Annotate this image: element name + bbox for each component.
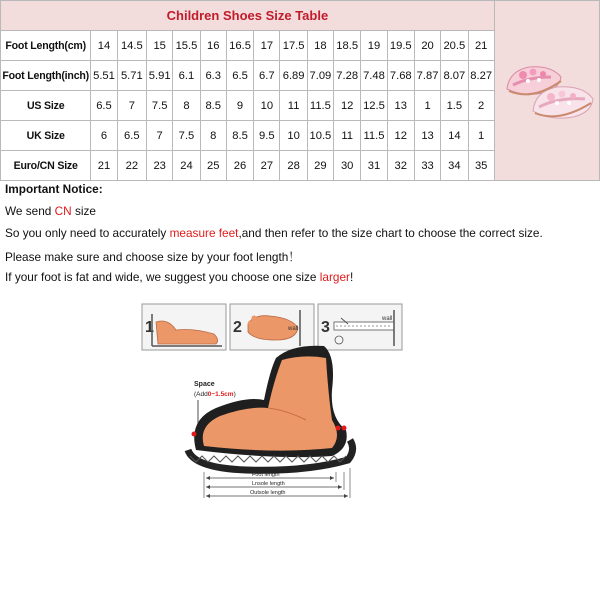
table-cell: 11 (280, 91, 307, 121)
notice-line-send-size (5, 204, 96, 218)
table-cell: 5.91 (147, 61, 173, 91)
notice-heading: Important Notice: (5, 182, 103, 196)
table-cell: 13 (387, 91, 414, 121)
notice-text: So you only need to accurately (5, 226, 170, 240)
table-cell: 17.5 (280, 31, 307, 61)
table-cell: 16 (200, 31, 226, 61)
table-cell: 14 (91, 31, 117, 61)
table-title: Children Shoes Size Table (1, 1, 495, 31)
table-cell: 8.5 (226, 121, 253, 151)
table-cell: 8.5 (200, 91, 226, 121)
table-cell: 17 (254, 31, 280, 61)
notice-line-wide-foot (5, 270, 353, 284)
table-cell: 18.5 (334, 31, 361, 61)
table-cell: 7.5 (147, 91, 173, 121)
notice-text: We send (5, 204, 55, 218)
table-cell: 7.5 (173, 121, 200, 151)
table-cell: 8 (173, 91, 200, 121)
sandals-image (497, 1, 597, 177)
table-cell: 7.28 (334, 61, 361, 91)
notice-highlight: larger (319, 270, 350, 284)
table-cell: 29 (307, 151, 333, 181)
table-cell: 32 (387, 151, 414, 181)
table-cell: 12 (387, 121, 414, 151)
table-cell: 20.5 (441, 31, 468, 61)
table-cell: 2 (468, 91, 494, 121)
table-cell: 8.07 (441, 61, 468, 91)
step-number: 2 (233, 319, 242, 336)
table-cell: 34 (441, 151, 468, 181)
table-cell: 7 (117, 91, 146, 121)
foot-measure-diagram (136, 300, 408, 504)
notice-line-measure (5, 226, 543, 240)
table-cell: 7.68 (387, 61, 414, 91)
notice-highlight: CN (54, 204, 72, 218)
table-cell: 6.1 (173, 61, 200, 91)
row-header: Euro/CN Size (1, 151, 91, 181)
table-cell: 35 (468, 151, 494, 181)
step-1-panel (142, 304, 226, 350)
table-cell: 11.5 (307, 91, 333, 121)
table-cell: 21 (91, 151, 117, 181)
table-cell: 11 (334, 121, 361, 151)
table-cell: 12.5 (361, 91, 387, 121)
table-cell: 8.27 (468, 61, 494, 91)
table-cell: 30 (334, 151, 361, 181)
table-cell: 9.5 (254, 121, 280, 151)
table-cell: 1.5 (441, 91, 468, 121)
table-cell: 15 (147, 31, 173, 61)
table-cell: 13 (414, 121, 440, 151)
table-cell: 6.89 (280, 61, 307, 91)
table-cell: 24 (173, 151, 200, 181)
table-cell: 1 (414, 91, 440, 121)
table-cell: 8 (200, 121, 226, 151)
table-cell: 7 (147, 121, 173, 151)
table-cell: 6 (91, 121, 117, 151)
notice-text: ! (349, 270, 354, 284)
foot-length-label: Foot length (252, 472, 280, 478)
space-value-range: 0~1.5cm (207, 391, 234, 398)
notice-text: If your foot is fat and wide, we suggest you choose one size (5, 270, 320, 284)
table-cell: 6.5 (117, 121, 146, 151)
notice-text: ,and then refer to the size chart to choose the correct size. (238, 226, 543, 240)
table-cell: 21 (468, 31, 494, 61)
wall-label: wall (288, 326, 299, 332)
table-cell: 6.7 (254, 61, 280, 91)
table-cell: 7.09 (307, 61, 333, 91)
table-cell: 19 (361, 31, 387, 61)
table-cell: 6.5 (91, 91, 117, 121)
table-cell: 26 (226, 151, 253, 181)
table-cell: 14 (441, 121, 468, 151)
table-cell: 22 (117, 151, 146, 181)
row-header: US Size (1, 91, 91, 121)
table-cell: 5.71 (117, 61, 146, 91)
notice-text: size (71, 204, 96, 218)
table-cell: 9 (226, 91, 253, 121)
space-label: Space (194, 381, 215, 388)
table-cell: 18 (307, 31, 333, 61)
space-value-prefix: (Add (194, 391, 208, 398)
table-cell: 10 (280, 121, 307, 151)
table-cell: 11.5 (361, 121, 387, 151)
table-cell: 28 (280, 151, 307, 181)
insole-length-label: Lnsole length (252, 481, 285, 487)
table-cell: 25 (200, 151, 226, 181)
space-value-suffix: ) (233, 391, 236, 398)
table-cell: 33 (414, 151, 440, 181)
table-cell: 7.87 (414, 61, 440, 91)
table-title-row (1, 1, 600, 31)
table-cell: 23 (147, 151, 173, 181)
foot-in-shoe-illustration (188, 346, 353, 471)
notice-line-choose: Please make sure and choose size by your foot length！ (5, 250, 301, 264)
table-cell: 19.5 (387, 31, 414, 61)
table-cell: 5.51 (91, 61, 117, 91)
step-2-panel (230, 304, 314, 350)
table-cell: 1 (468, 121, 494, 151)
size-table (0, 0, 600, 181)
row-header: Foot Length(inch) (1, 61, 91, 91)
sandals-image-cell (494, 1, 599, 181)
notice-highlight: measure feet (169, 226, 239, 240)
table-cell: 16.5 (226, 31, 253, 61)
step-number: 3 (321, 319, 330, 336)
table-cell: 6.5 (226, 61, 253, 91)
space-value (194, 391, 236, 398)
wall-label: wall (382, 316, 393, 322)
table-cell: 12 (334, 91, 361, 121)
table-cell: 10 (254, 91, 280, 121)
table-cell: 20 (414, 31, 440, 61)
row-header: Foot Length(cm) (1, 31, 91, 61)
table-cell: 31 (361, 151, 387, 181)
table-cell: 14.5 (117, 31, 146, 61)
table-cell: 15.5 (173, 31, 200, 61)
table-cell: 6.3 (200, 61, 226, 91)
outsole-length-label: Outsole length (250, 490, 286, 496)
table-cell: 10.5 (307, 121, 333, 151)
row-header: UK Size (1, 121, 91, 151)
measurement-lines (204, 468, 350, 498)
table-cell: 7.48 (361, 61, 387, 91)
step-3-panel (318, 304, 402, 350)
table-cell: 27 (254, 151, 280, 181)
step-number: 1 (145, 319, 154, 336)
